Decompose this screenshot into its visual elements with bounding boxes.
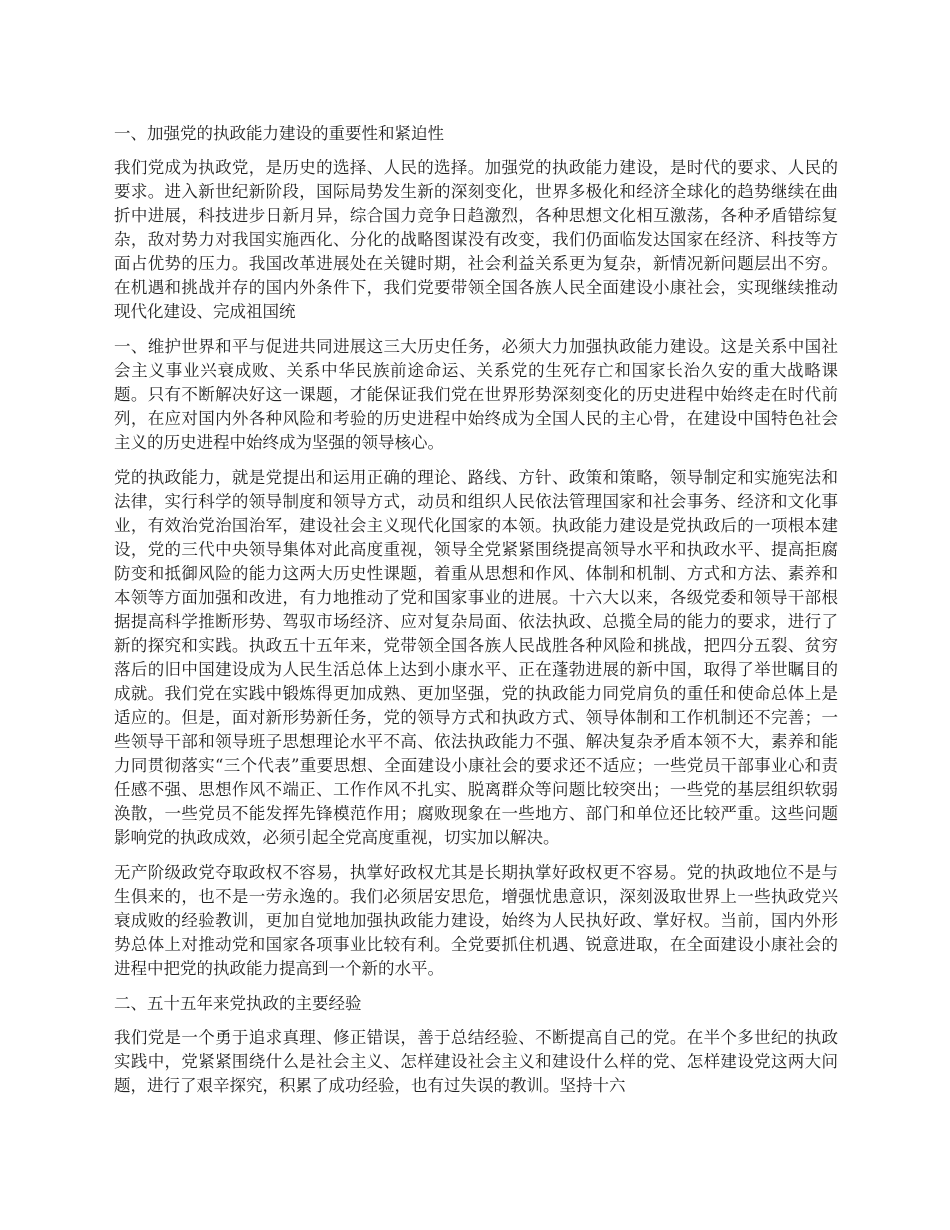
section-heading-1: 一、加强党的执政能力建设的重要性和紧迫性 xyxy=(114,124,444,143)
paragraph-2: 一、维护世界和平与促进共同进展这三大历史任务，必须大力加强执政能力建设。这是关系中国社会主义事业兴衰成败、关系中华民族前途命运、关系党的生死存亡和国家长治久安的重大战略课题。只有不断解决好这一课题，才能保证我们党在世界形势深刻变化的历史进程中始终走在时代前列，在应对国内外各种风险和考验的历史进程中始终成为全国人民的主心骨，在建设中国特色社会主义的历史进程中始终成为坚强的领导核心。 xyxy=(114,337,838,452)
paragraph-5: 我们党是一个勇于追求真理、修正错误，善于总结经验、不断提高自己的党。在半个多世纪的执政实践中，党紧紧围绕什么是社会主义、怎样建设社会主义和建设什么样的党、怎样建设党这两大问题，进行了艰辛探究，积累了成功经验，也有过失误的教训。坚持十六 xyxy=(114,1028,838,1095)
paragraph-1: 我们党成为执政党，是历史的选择、人民的选择。加强党的执政能力建设，是时代的要求、人民的要求。进入新世纪新阶段，国际局势发生新的深刻变化，世界多极化和经济全球化的趋势继续在曲折中进展，科技进步日新月异，综合国力竞争日趋激烈，各种思想文化相互激荡，各种矛盾错综复杂，敌对势力对我国实施西化、分化的战略图谋没有改变，我们仍面临发达国家在经济、科技等方面占优势的压力。我国改革进展处在关键时期，社会利益关系更为复杂，新情况新问题层出不穷。在机遇和挑战并存的国内外条件下，我们党要带领全国各族人民全面建设小康社会，实现继续推动现代化建设、完成祖国统 xyxy=(114,158,838,321)
document-body xyxy=(114,122,838,1109)
section-heading-2: 二、五十五年来党执政的主要经验 xyxy=(114,994,362,1013)
paragraph-4: 无产阶级政党夺取政权不容易，执掌好政权尤其是长期执掌好政权更不容易。党的执政地位不是与生俱来的，也不是一劳永逸的。我们必须居安思危，增强忧患意识，深刻汲取世界上一些执政党兴衰成败的经验教训，更加自觉地加强执政能力建设，始终为人民执好政、掌好权。当前，国内外形势总体上对推动党和国家各项事业比较有利。全党要抓住机遇、锐意进取，在全面建设小康社会的进程中把党的执政能力提高到一个新的水平。 xyxy=(114,863,838,978)
paragraph-3: 党的执政能力，就是党提出和运用正确的理论、路线、方针、政策和策略，领导制定和实施宪法和法律，实行科学的领导制度和领导方式，动员和组织人民依法管理国家和社会事务、经济和文化事业，有效治党治国治军，建设社会主义现代化国家的本领。执政能力建设是党执政后的一项根本建设，党的三代中央领导集体对此高度重视，领导全党紧紧围绕提高领导水平和执政水平、提高拒腐防变和抵御风险的能力这两大历史性课题，着重从思想和作风、体制和机制、方式和方法、素养和本领等方面加强和改进，有力地推动了党和国家事业的进展。十六大以来，各级党委和领导干部根据提高科学推断形势、驾驭市场经济、应对复杂局面、依法执政、总揽全局的能力的要求，进行了新的探究和实践。执政五十五年来，党带领全国各族人民战胜各种风险和挑战，把四分五裂、贫穷落后的旧中国建设成为人民生活总体上达到小康水平、正在蓬勃进展的新中国，取得了举世瞩目的成就。我们党在实践中锻炼得更加成熟、更加坚强，党的执政能力同党肩负的重任和使命总体上是适应的。但是，面对新形势新任务，党的领导方式和执政方式、领导体制和工作机制还不完善；一些领导干部和领导班子思想理论水平不高、依法执政能力不强、解决复杂矛盾本领不大，素养和能力同贯彻落实“三个代表”重要思想、全面建设小康社会的要求还不适应；一些党员干部事业心和责任感不强、思想作风不端正、工作作风不扎实、脱离群众等问题比较突出；一些党的基层组织软弱涣散，一些党员不能发挥先锋模范作用；腐败现象在一些地方、部门和单位还比较严重。这些问题影响党的执政成效，必须引起全党高度重视，切实加以解决。 xyxy=(114,468,838,847)
